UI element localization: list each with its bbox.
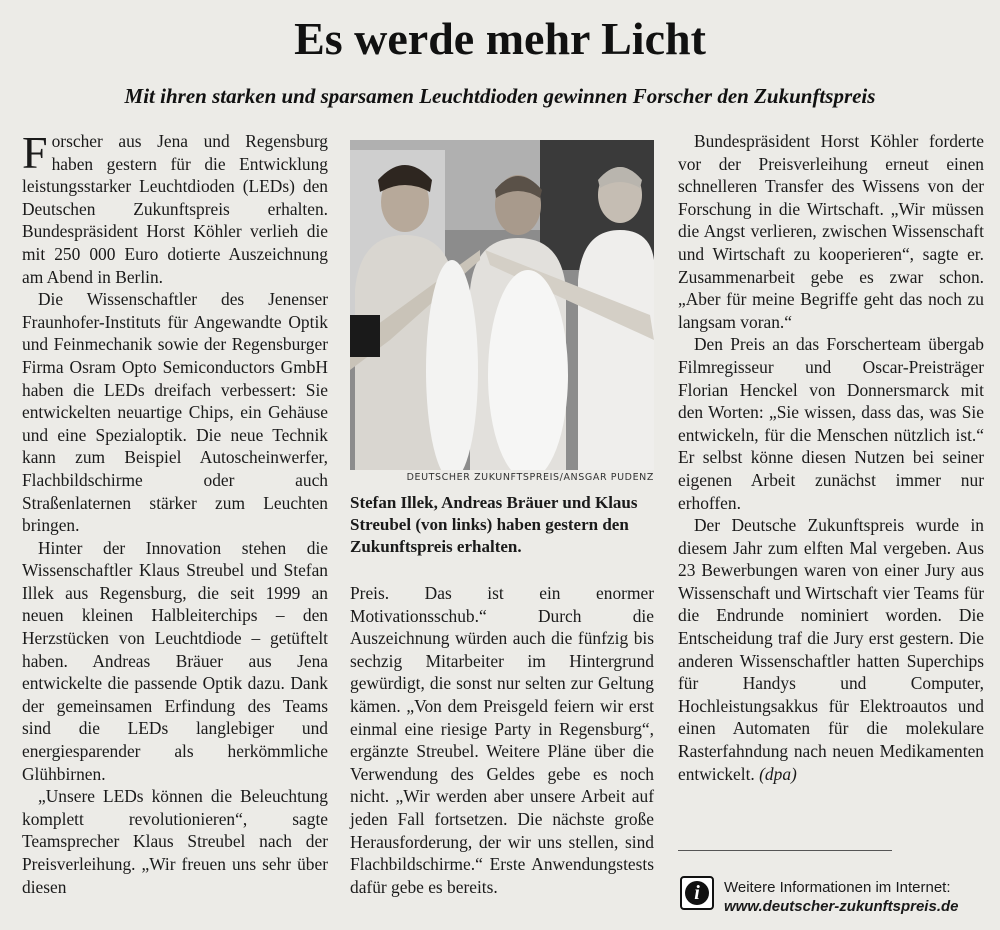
paragraph-text: Der Deutsche Zukunftspreis wurde in diesem Jahr zum elften Mal vergeben. Aus 23 Bewerbungen waren von einer Jury aus Wissenschaft und Wirtschaft vier Teams für die Endrunde nominiert worden. Die Entscheidung traf die Jury erst gestern. Die anderen Wissenschaftler hatten Superchips für Handys und Computer, Hochleistungsakkus für Elektroautos und einen Automaten für die molekulare Rasterfahndung nach neuen Medikamenten entwickelt. (678, 515, 984, 784)
photo-researchers (350, 140, 654, 470)
drop-cap: F (22, 127, 48, 178)
paragraph: Die Wissenschaftler des Jenenser Fraunhofer-Instituts für Angewandte Optik und Feinmechanik sowie der Regensburger Firma Osram Opto Semiconductors GmbH haben die LEDs dreifach verbessert: Sie entwickelten neuartige Chips, ein Gehäuse und eine Spezialoptik. Die neue Technik kann zum Beispiel Autoscheinwerfer, Flachbildschirme oder auch Straßenlaternen stärker zum Leuchten bringen. (22, 289, 328, 536)
paragraph (22, 127, 328, 288)
article-column-2 (350, 582, 654, 898)
article-column-1 (22, 127, 328, 898)
info-icon (680, 876, 714, 910)
paragraph: Bundespräsident Horst Köhler forderte vor der Preisverleihung erneut einen schnelleren Transfer des Wissens von der Forschung in die Wirtschaft. „Wir müssen die Angst verlieren, zwischen Wissenschaft und Wirtschaft zu kooperieren“, sagte er. Zusammenarbeit gebe es zwar schon. „Aber für meine Begriffe geht das noch zu langsam voran.“ (678, 131, 984, 332)
info-label: Weitere Informationen im Internet: (724, 879, 951, 896)
source-tag: (dpa) (759, 763, 797, 784)
paragraph: Hinter der Innovation stehen die Wissenschaftler Klaus Streubel und Stefan Illek aus Regensburg, die seit 1999 an neuen kleinen Halbleiterchips – den Herzstücken von Leuchtdiode – getüftelt haben. Andreas Bräuer aus Jena entwickelte die passende Optik dazu. Dank der gemeinsamen Erfindung des Teams sind die LEDs langlebiger und energiesparender als herkömmliche Glühbirnen. (22, 537, 328, 784)
paragraph: Den Preis an das Forscherteam übergab Filmregisseur und Oscar-Preisträger Florian Henckel von Donnersmarck mit den Worten: „Sie wissen, dass das, was Sie entwickeln, für die Menschen nützlich ist.“ Er selbst könne diesen Nutzen bei seiner eigenen Arbeit zunächst immer nur erhoffen. (678, 334, 984, 513)
photo-caption: Stefan Illek, Andreas Bräuer und Klaus Streubel (von links) haben gestern den Zukunftspreis erhalten. (350, 493, 638, 556)
paragraph: „Unsere LEDs können die Beleuchtung komplett revolutionieren“, sagte Teamsprecher Klaus Streubel nach der Preisverleihung. „Wir freuen uns sehr über diesen (22, 786, 328, 897)
paragraph (678, 514, 984, 785)
divider (678, 850, 892, 851)
article-column-3 (678, 130, 984, 785)
info-url[interactable]: www.deutscher-zukunftspreis.de (724, 898, 959, 915)
info-icon-glyph: i (685, 881, 709, 905)
info-box (724, 878, 994, 916)
paragraph: Preis. Das ist ein enormer Motivationsschub.“ Durch die Auszeichnung würden auch die fünfzig bis sechzig Mitarbeiter im Hintergrund gewürdigt, die sonst nur selten zur Geltung kämen. „Von dem Preisgeld feiern wir erst einmal eine riesige Party in Regensburg“, ergänzte Streubel. Weitere Pläne über die Verwendung des Geldes gebe es noch nicht. „Wir werden aber unsere Arbeit auf jeden Fall fortsetzen. Die nächste große Herausforderung, der wir uns stellen, sind Flachbildschirme.“ Erste Anwendungstests dafür gebe es bereits. (350, 583, 654, 897)
paragraph-text: orscher aus Jena und Regensburg haben gestern für die Entwicklung leistungsstarker Leuchtdioden (LEDs) den Deutschen Zukunftspreis erhalten. Bundespräsident Horst Köhler verlieh die mit 250 000 Euro dotierte Auszeichnung am Abend in Berlin. (22, 131, 328, 287)
headline: Es werde mehr Licht (294, 13, 706, 64)
photo-credit: DEUTSCHER ZUKUNFTSPREIS/ANSGAR PUDENZ (406, 472, 654, 483)
subheadline: Mit ihren starken und sparsamen Leuchtdioden gewinnen Forscher den Zukunftspreis (124, 84, 876, 108)
